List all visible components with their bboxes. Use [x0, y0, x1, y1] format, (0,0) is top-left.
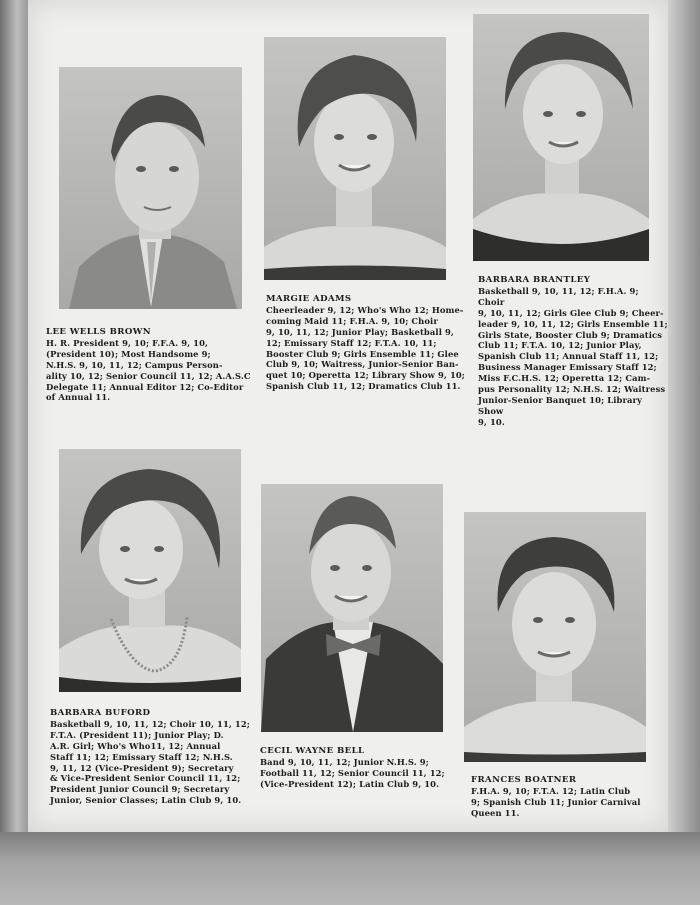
portrait-photo-frances-boatner	[464, 512, 646, 762]
student-name: MARGIE ADAMS	[266, 294, 352, 304]
student-entry	[471, 775, 661, 819]
page-edge	[668, 0, 700, 905]
portrait-photo-barbara-buford	[59, 449, 241, 692]
student-name: BARBARA BRANTLEY	[478, 275, 591, 285]
student-entry	[266, 294, 466, 392]
student-activities: Band 9, 10, 11, 12; Junior N.H.S. 9; Football 11, 12; Senior Council 11, 12; (Vice-President 12); Latin Club 9, 10.	[260, 756, 445, 789]
student-name: BARBARA BUFORD	[50, 708, 151, 718]
portrait-photo-cecil-wayne-bell	[261, 484, 443, 732]
portrait-photo-margie-adams	[264, 37, 446, 280]
student-activities: Basketball 9, 10, 11, 12; Choir 10, 11, 12; F.T.A. (President 11); Junior Play; D. A.R. Girl; Who's Who11, 12; Annual Staff 11; 12; Emissary Staff 12; N.H.S. 9, 11, 12 (Vice-President 9); Secretary & Vice-President Senior Council 11, 12; President Junior Council 9; Secretary Junior, Senior Classes; Latin Club 9, 10.	[50, 718, 250, 806]
student-activities: H. R. President 9, 10; F.F.A. 9, 10, (President 10); Most Handsome 9; N.H.S. 9, 10, 11, 12; Campus Person- ality 10, 12; Senior Council 11, 12; A.A.S.C Delegate 11; Annual Editor 12; Co-Editor of Annual 11.	[46, 337, 251, 403]
student-name: LEE WELLS BROWN	[46, 327, 152, 337]
student-name: CECIL WAYNE BELL	[260, 746, 365, 756]
student-activities: Cheerleader 9, 12; Who's Who 12; Home- coming Maid 11; F.H.A. 9, 10; Choir 9, 10, 11, 12; Junior Play; Basketball 9, 12; Emissary Staff 12; F.T.A. 10, 11; Booster Club 9; Girls Ensemble 11; Glee Club 9, 10; Waitress, Junior-Senior Ban- quet 10; Operetta 12; Library Show 9, 10; Spanish Club 11, 12; Dramatics Club 11.	[266, 304, 465, 392]
student-entry	[46, 327, 251, 403]
student-name: FRANCES BOATNER	[471, 775, 577, 785]
student-activities: Basketball 9, 10, 11, 12; F.H.A. 9; Choir 9, 10, 11, 12; Girls Glee Club 9; Cheer- leader 9, 10, 11, 12; Girls Ensemble 11; Girls State, Booster Club 9; Dramatics Club 11; F.T.A. 10, 12; Junior Play, Spanish Club 11; Annual Staff 11, 12; Business Manager Emissary Staff 12; Miss F.C.H.S. 12; Operetta 12; Cam- pus Personality 12; N.H.S. 12; Waitress Junior-Senior Banquet 10; Library Show 9, 10.	[478, 285, 668, 427]
book-binding	[0, 0, 28, 905]
student-activities: F.H.A. 9, 10; F.T.A. 12; Latin Club 9; Spanish Club 11; Junior Carnival Queen 11.	[471, 785, 641, 818]
portrait-photo-barbara-brantley	[473, 14, 649, 261]
portrait-photo-lee-wells-brown	[59, 67, 242, 309]
student-entry	[260, 746, 460, 790]
scan-background	[0, 832, 700, 905]
student-entry	[478, 275, 668, 428]
student-entry	[50, 708, 255, 806]
